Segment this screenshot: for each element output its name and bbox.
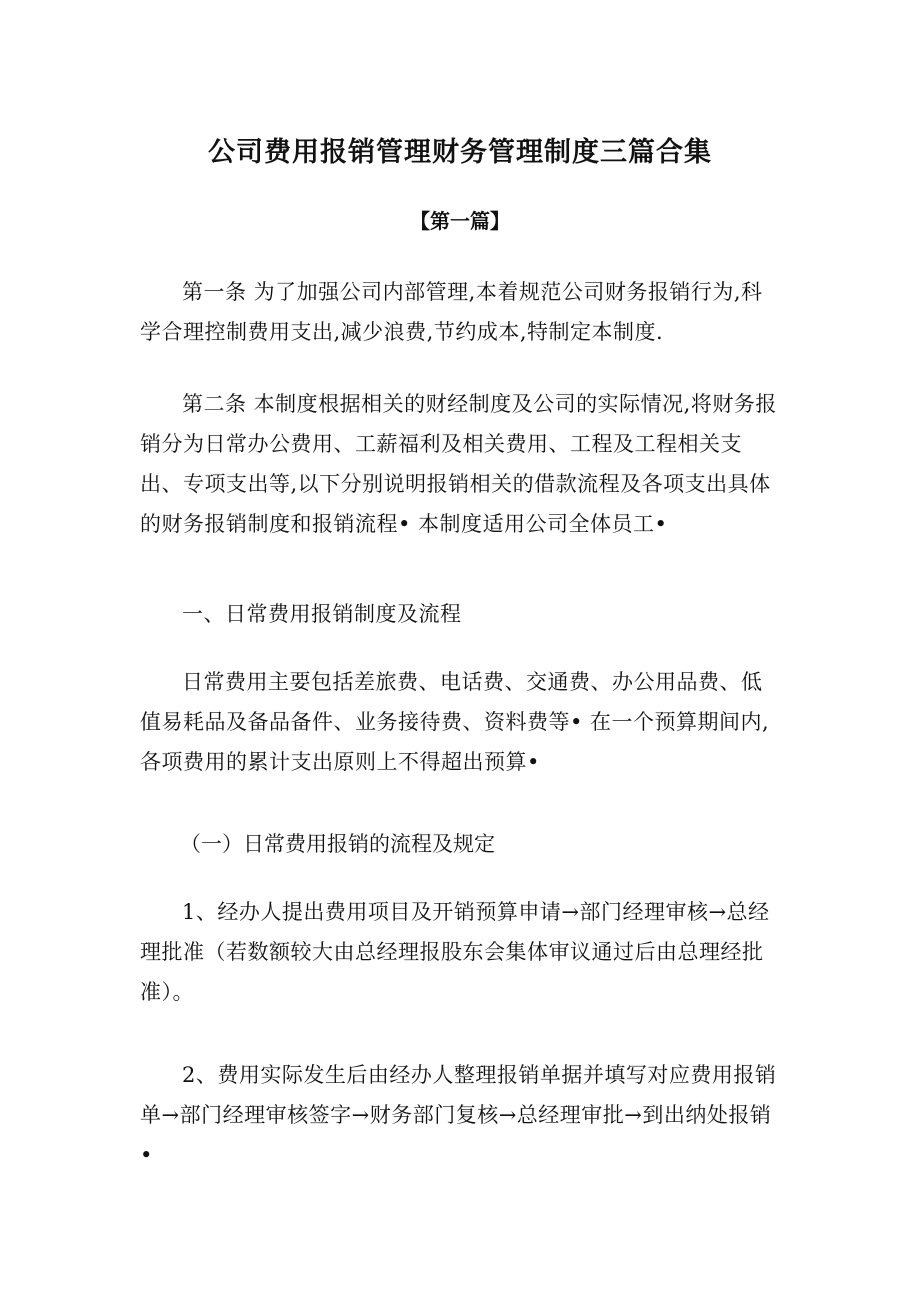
item-1-paragraph: 1、经办人提出费用项目及开销预算申请→部门经理审核→总经理批准（若数额较大由总经理报股东会集体审议通过后由总理经批准）。 — [140, 900, 770, 1004]
part-label: 【第一篇】 — [410, 209, 510, 233]
item-2-paragraph: 2、费用实际发生后由经办人整理报销单据并填写对应费用报销单→部门经理审核签字→财务部门复核→总经理审批→到出纳处报销• — [140, 1063, 777, 1167]
section-1-body: 日常费用主要包括差旅费、电话费、交通费、办公用品费、低值易耗品及备品备件、业务接待费、资料费等• 在一个预算期间内,各项费用的累计支出原则上不得超出预算• — [140, 670, 770, 774]
article-2-paragraph: 第二条 本制度根据相关的财经制度及公司的实际情况,将财务报销分为日常办公费用、工薪福利及相关费用、工程及工程相关支出、专项支出等,以下分别说明报销相关的借款流程及各项支出具体的财务报销制度和报销流程• 本制度适用公司全体员工• — [140, 392, 777, 536]
document-title: 公司费用报销管理财务管理制度三篇合集 — [208, 137, 712, 168]
subsection-1-heading: （一）日常费用报销的流程及规定 — [180, 832, 495, 856]
section-1-heading: 一、日常费用报销制度及流程 — [182, 602, 462, 626]
article-1-paragraph: 第一条 为了加强公司内部管理,本着规范公司财务报销行为,科学合理控制费用支出,减少浪费,节约成本,特制定本制度. — [140, 280, 763, 344]
